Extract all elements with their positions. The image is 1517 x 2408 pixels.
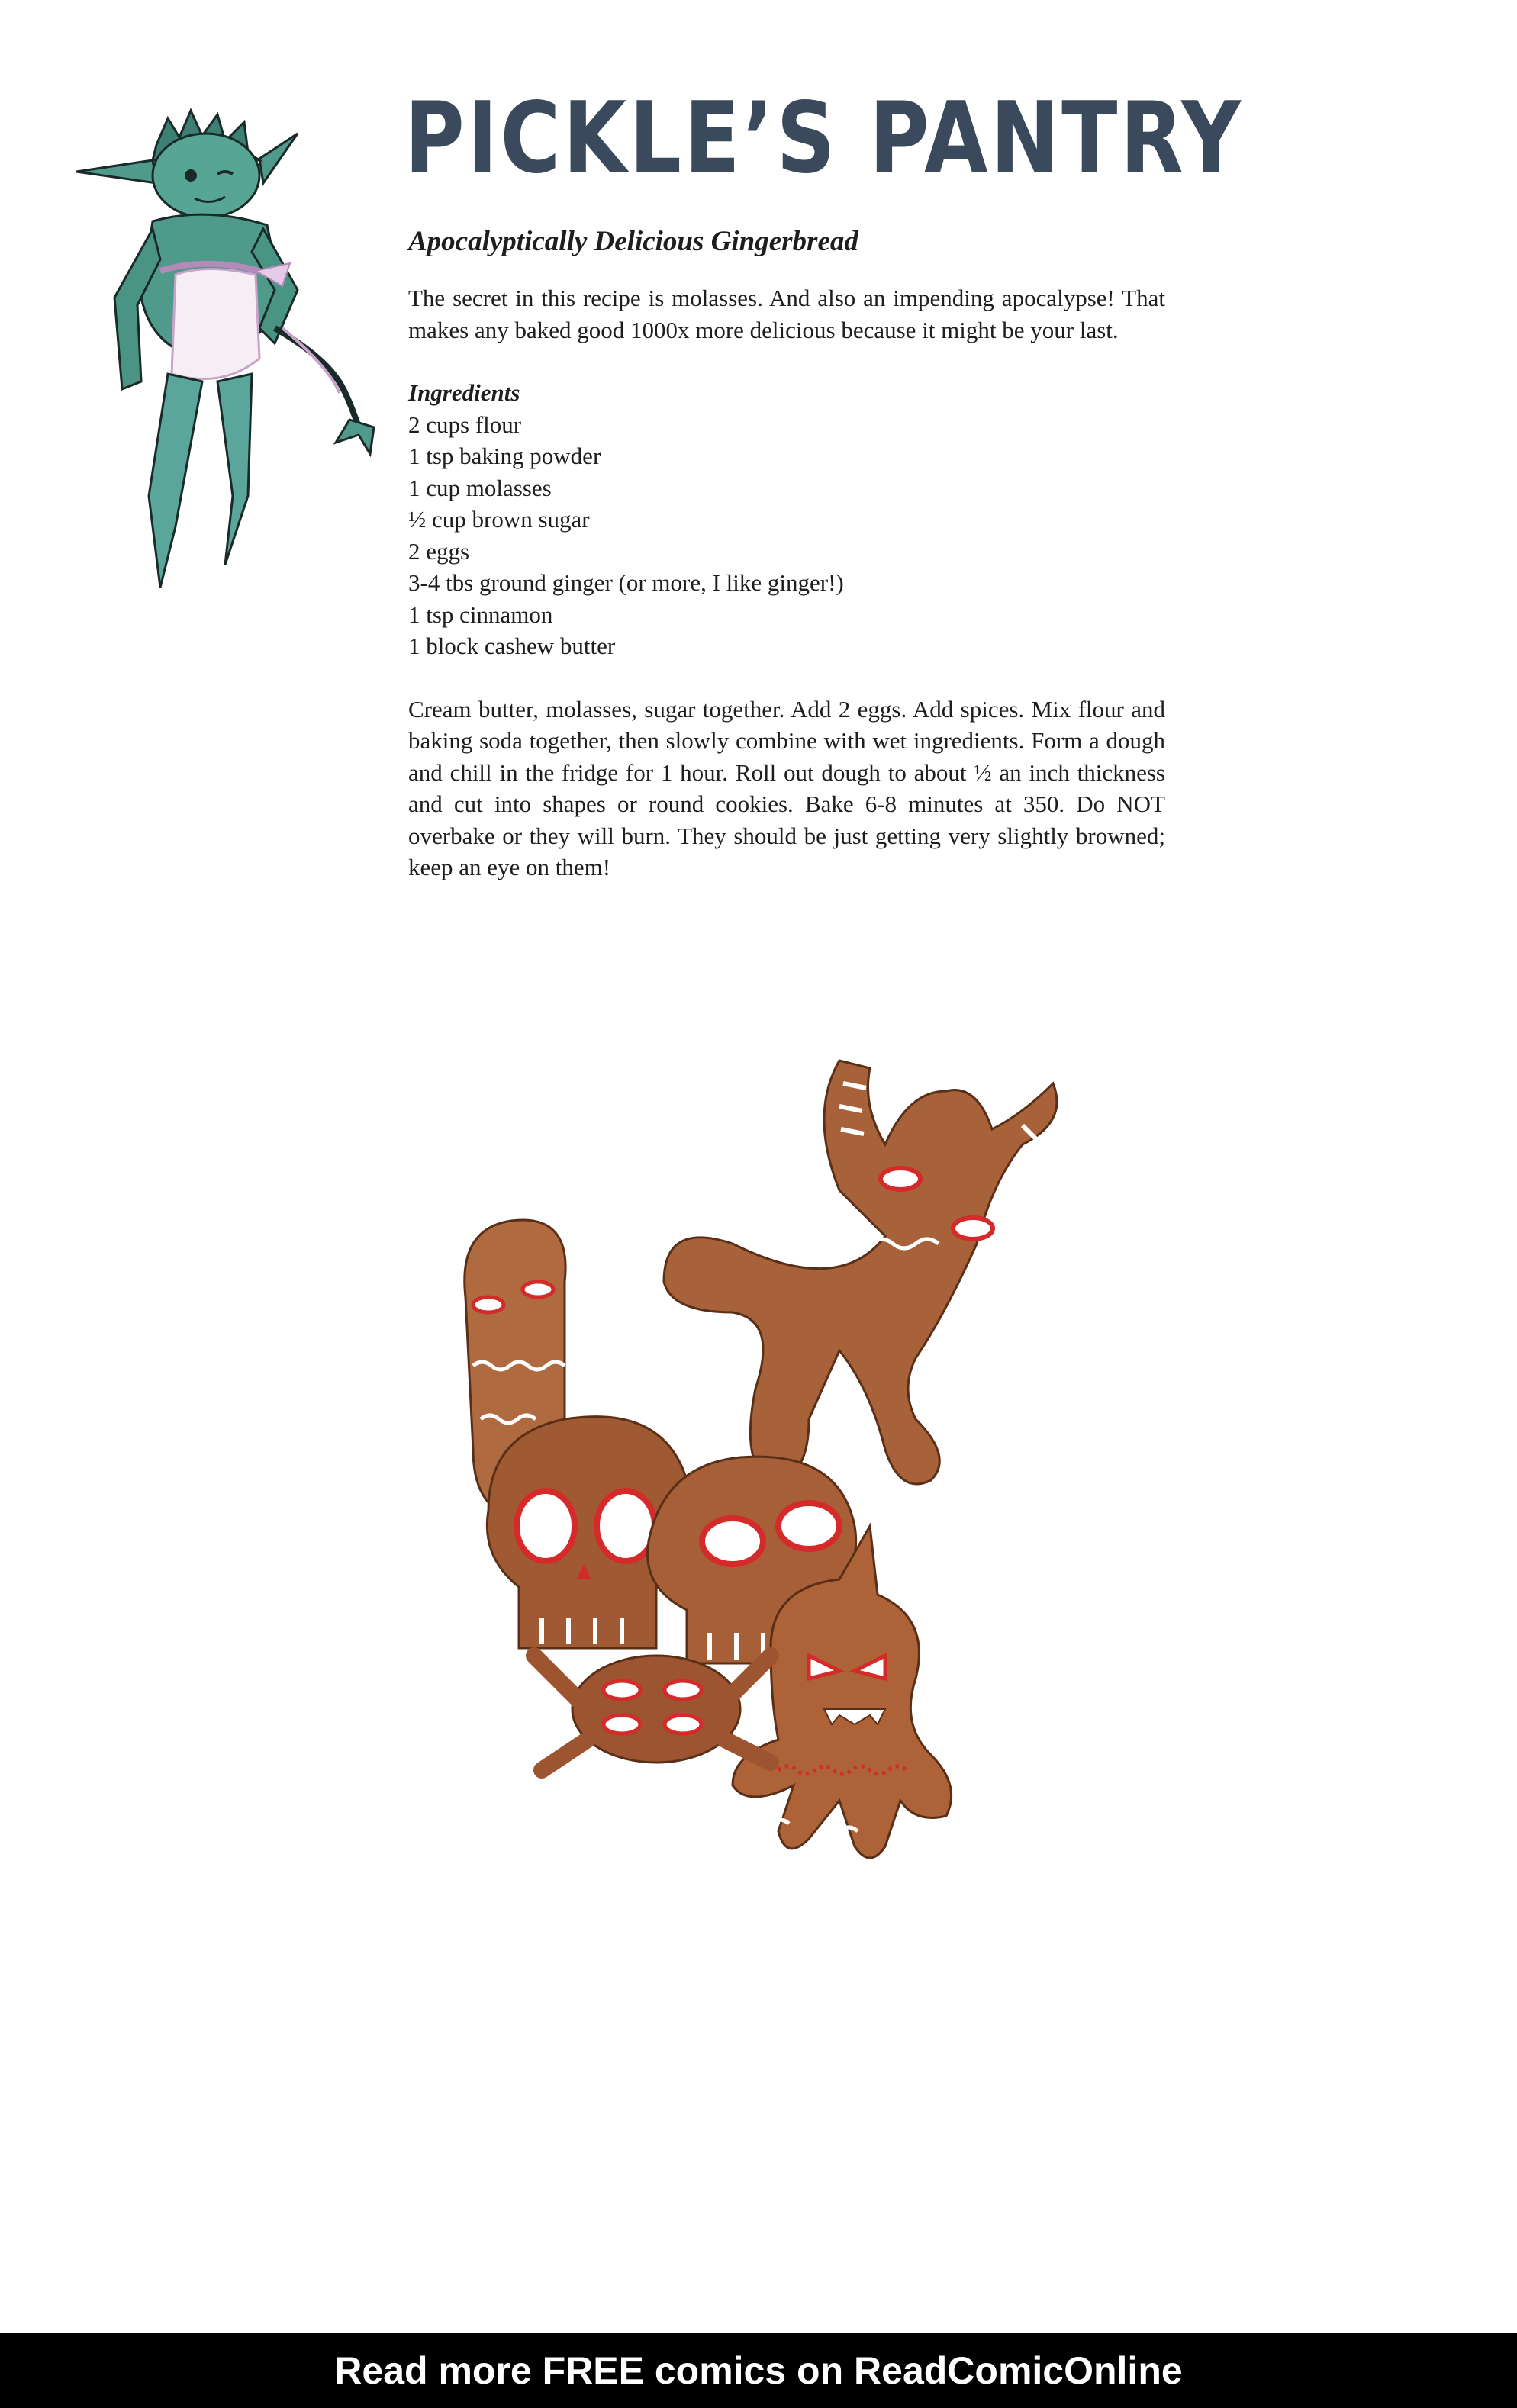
ingredient-item: 1 tsp baking powder [408,443,601,469]
ingredients-heading: Ingredients [408,379,520,406]
recipe-content [408,223,1165,884]
recipe-intro: The secret in this recipe is molasses. And also an impending apocalypse! That makes any baked good 1000x more delicious because it might be your last. [408,285,1165,343]
ingredient-item: 2 eggs [408,537,470,565]
ingredient-item: 1 block cashew butter [408,633,616,659]
recipe-instructions: Cream butter, molasses, sugar together. Add 2 eggs. Add spices. Mix flour and baking soda together, then slowly combine with wet ingredients. Form a dough and chill in the fridge for 1 hour. Roll out dough to about ½ an inch thickness and cut into shapes or round cookies. Bake 6-8 minutes at 350. Do NOT overbake or they will burn. They should be just getting very slightly browned; keep an eye on them! [408,695,1165,880]
ingredient-item: ½ cup brown sugar [408,506,590,533]
ingredients-list [408,409,1165,662]
horned-gingerbread-cookie [664,1061,1057,1484]
gingerbread-cookies-illustration [412,992,1145,2136]
footer-banner-text[interactable]: Read more FREE comics on ReadComicOnline [334,2349,1183,2392]
page-title: PICKLE’S PANTRY [404,82,1244,195]
recipe-title: Apocalyptically Delicious Gingerbread [408,226,858,257]
ingredient-item: 3-4 tbs ground ginger (or more, I like ginger!) [408,569,844,596]
footer-banner[interactable] [0,2333,1517,2408]
ingredient-item: 1 tsp cinnamon [408,600,553,628]
goblin-chef-illustration [69,99,389,603]
spider-gingerbread-cookie [534,1656,771,1770]
ingredient-item: 1 cup molasses [408,474,552,501]
ingredient-item: 2 cups flour [408,410,522,438]
